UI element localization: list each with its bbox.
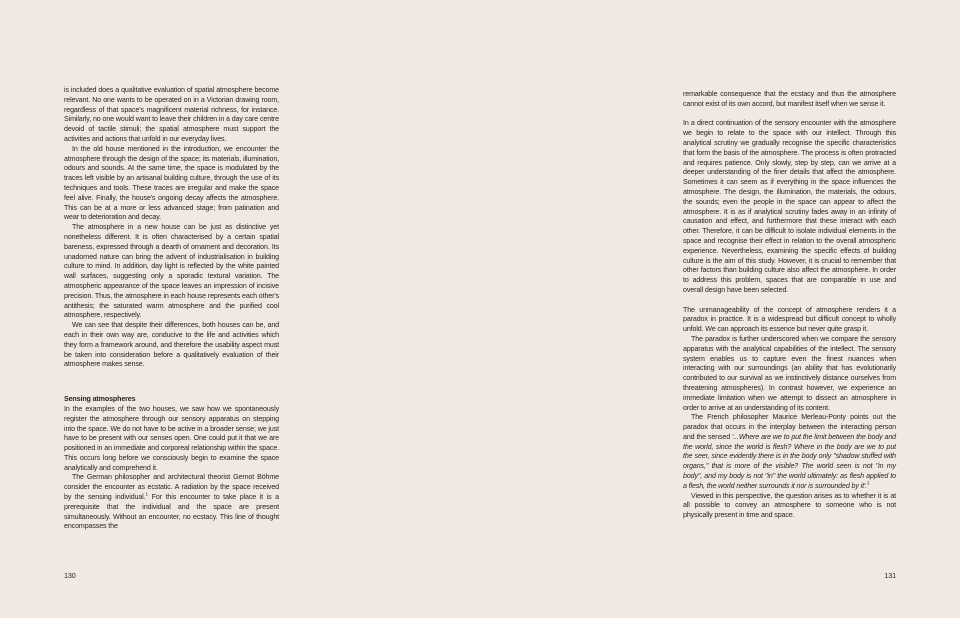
paragraph-old-house: In the old house mentioned in the introduction, we encounter the atmosphere through the design of the space; its materials, illumination, odours and sounds. At the same time, the space is modulated by the traces left visible by an artisanal building culture, through the use of its techniques and tools. These traces are irregular and make the space feel alive. Finally, the house's ongoing decay affects the atmosphere. This can be at a more or less advanced stage; from patination and wear to deterioration and decay. bbox=[64, 144, 279, 222]
merleau-ponty-italic-quote: '...Where are we to put the limit between the body and the world, since the world is flesh? Where in the body are we to put the seer, since evidently there is in the body only "shadow stuffed with organs," that is more of the visible? The world seen is not "in my body", and my body is not "in" the world ultimately: as flesh applied to a flesh, the world neither surrounds it nor is surrounded by it'. bbox=[683, 432, 897, 490]
paragraph-new-house: The atmosphere in a new house can be just as distinctive yet nonetheless different. It is often characterised by a certain spatial bareness, expressed through a dearth of ornament and decoration. Its unadorned nature can bring the advent of industrialisation in building culture to mind. In addition, day light is reflected by the white painted wall surfaces, suggesting only a sporadic textural variation. The atmospheric appearance of the space leaves an impression of incisive precision. Thus, the atmosphere in each house represents each other's antithesis; the saturated warm atmosphere and the purified cool atmosphere, respectively. bbox=[64, 223, 279, 320]
paragraph-paradox-sensory: The paradox is further underscored when we compare the sensory apparatus with the analytical capabilities of the intellect. The sensory system enables us to capture even the finest nuances when interacting with our surroundings (an ability that has evolutionarily contributed to our survival as we instinctively distance ourselves from threatening atmospheres). In contrast however, we experience an immediate limitation when we attempt to dissect an atmosphere in order to arrive at an understanding of its content. bbox=[683, 334, 896, 412]
paragraph-unmanageability: The unmanageability of the concept of atmosphere renders it a paradox in practice. It is a widespread but difficult concept to wholly unfold. We can approach its essence but never quite grasp it. bbox=[683, 305, 896, 334]
paragraph-text-run: For this encounter to take place it is a prerequisite that the individual and the space are present simultaneously. Without an encounter, no ecstacy. This line of thought encompasses the bbox=[64, 493, 279, 531]
paragraph-continued-from-previous-page: is included does a qualitative evaluation of spatial atmosphere become relevant. No one wants to be operated on in a Victorian drawing room, regardless of that space's magnificent material richness, for instance. Similarly, no one would want to leave their children in a day care centre devoid of tactile stimuli; the spatial atmosphere must support the activities and actions that unfold in our everyday lives. bbox=[64, 86, 279, 143]
footnote-reference-1: 1 bbox=[145, 491, 149, 497]
paragraph-text-run: The German philosopher and architectural theorist Gernot Böhme consider the encounter as ecstatic. A radiation by the space received by the sensing individual. bbox=[64, 473, 279, 502]
right-page-number: 131 bbox=[884, 571, 896, 580]
paragraph-merleau-ponty-quote bbox=[683, 413, 896, 491]
paragraph-sensory-register: In the examples of the two houses, we saw how we spontaneously register the atmosphere through our sensory apparatus on stepping into the space. We do not have to be active in a broader sense; we just have to be present with our senses open. One could put it that we are positioned in an immediate and corporeal relationship within the space. This occurs long before we consciously begin to examine the space analytically and comprehend it. bbox=[64, 404, 279, 472]
paragraph-text-run: The French philosopher Maurice Merleau-Ponty points out the paradox that occurs in the interplay between the interacting person and the sensed bbox=[683, 413, 896, 441]
footnote-reference-2: 2 bbox=[867, 480, 870, 486]
paragraph-usability: We can see that despite their differences, both houses can be, and each in their own way are, conducive to the life and activities which they form a framework around, and therefore the usability aspect must be taken into consideration before a qualitatively evaluation of their atmosphere makes sense. bbox=[64, 321, 279, 369]
paragraph-continued-ecstacy: remarkable consequence that the ecstacy and thus the atmosphere cannot exist of its own accord, but manifest itself when we sense it. bbox=[683, 90, 896, 108]
paragraph-conveying-atmosphere: Viewed in this perspective, the question arises as to whether it is at all possible to convey an atmosphere to someone who is not physically present in time and space. bbox=[683, 491, 896, 520]
paragraph-analytical-scrutiny: In a direct continuation of the sensory encounter with the atmosphere we begin to relate to the space with our intellect. Through this analytical scrutiny we gradually recognise the specific characteristics that form the basis of the atmosphere. The process is often protracted and requires patience. Only slowly, step by step, can we arrive at a deeper understanding of the finer details that affect the atmosphere. Sometimes it can seem as if everything in the space influences the atmosphere. The design, the illumination, the materials, the odours, the sounds; even the people in the space can appear to affect the atmosphere. It is as if analytical scrutiny fades away in an infinity of causation and effect, and furthermore that these interact with each other. Therefore, it can be difficult to isolate individual elements in the space and recognise their effect in relation to the overall atmospheric experience. Nevertheless, examining the specific effects of building culture is the aim of this study. However, it is crucial to remember that other factors than building culture also affect the atmosphere. In order to address this problem, spaces that are comparable in use and overall design have been selected. bbox=[683, 119, 896, 294]
section-heading-sensing-atmospheres: Sensing atmospheres bbox=[64, 395, 136, 404]
paragraph-gernot-bohme bbox=[64, 473, 279, 532]
left-page-number: 130 bbox=[64, 571, 76, 580]
left-page-text-column bbox=[64, 86, 279, 532]
right-page-text-column bbox=[683, 90, 896, 521]
